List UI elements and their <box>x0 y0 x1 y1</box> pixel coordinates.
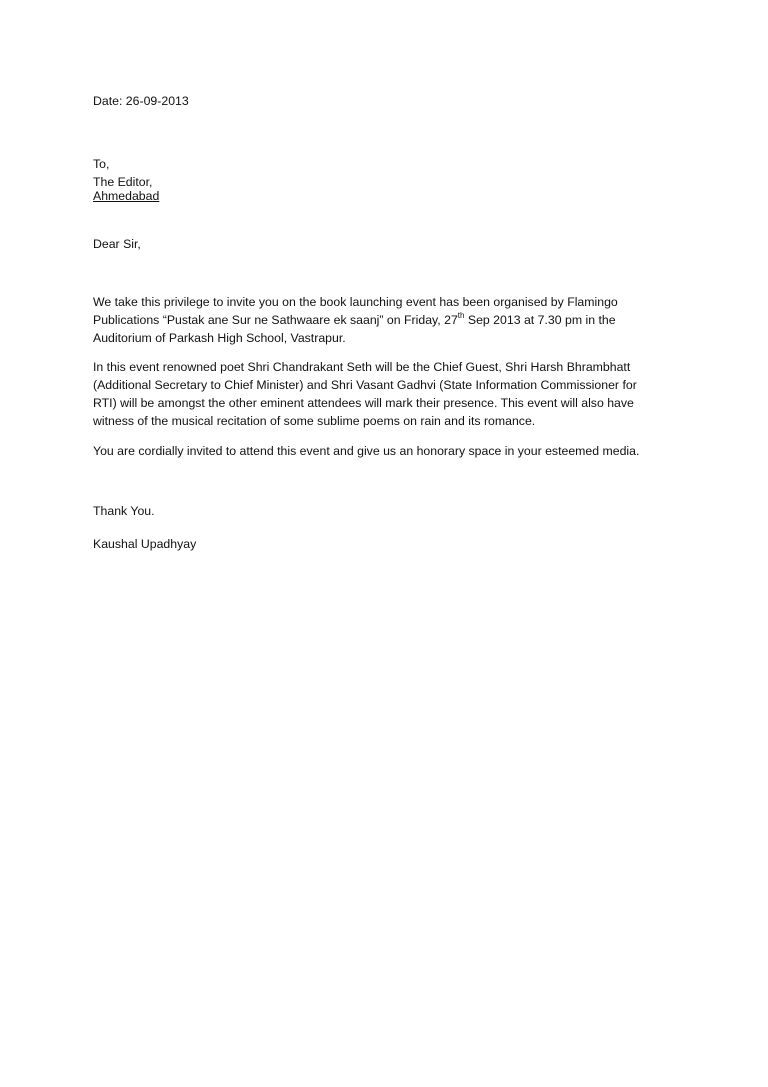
paragraph-invitation-text: Sep 2013 at 7.30 pm in the <box>464 313 616 327</box>
paragraph-invitation-row: We take this privilege to invite you on the book launching event has been organised by Flamingo <box>93 295 618 309</box>
letter-page <box>93 0 693 1087</box>
recipient-title: The Editor, <box>93 175 153 189</box>
paragraph-invitation-row <box>93 311 693 329</box>
paragraph-invitation-row: Auditorium of Parkash High School, Vastrapur. <box>93 331 346 345</box>
paragraph-request: You are cordially invited to attend this event and give us an honorary space in your esteemed media. <box>93 444 640 458</box>
paragraph-event-row: witness of the musical recitation of some sublime poems on rain and its romance. <box>93 414 536 428</box>
salutation: Dear Sir, <box>93 237 141 251</box>
paragraph-event-row: In this event renowned poet Shri Chandrakant Seth will be the Chief Guest, Shri Harsh Bhrambhatt <box>93 360 631 374</box>
ordinal-suffix: th <box>457 310 465 320</box>
recipient-city: Ahmedabad <box>93 189 160 203</box>
paragraph-event-row: RTI) will be amongst the other eminent attendees will mark their presence. This event will also have <box>93 396 634 410</box>
closing: Thank You. <box>93 504 155 518</box>
letter-date: Date: 26-09-2013 <box>93 94 189 108</box>
signature: Kaushal Upadhyay <box>93 537 197 551</box>
paragraph-invitation <box>93 293 693 347</box>
recipient-to: To, <box>93 157 110 171</box>
paragraph-event-row: (Additional Secretary to Chief Minister) and Shri Vasant Gadhvi (State Information Commissioner for <box>93 378 637 392</box>
paragraph-invitation-text: Publications “Pustak ane Sur ne Sathwaare ek saanj” on Friday, 27 <box>93 313 458 327</box>
paragraph-event-details <box>93 358 693 430</box>
